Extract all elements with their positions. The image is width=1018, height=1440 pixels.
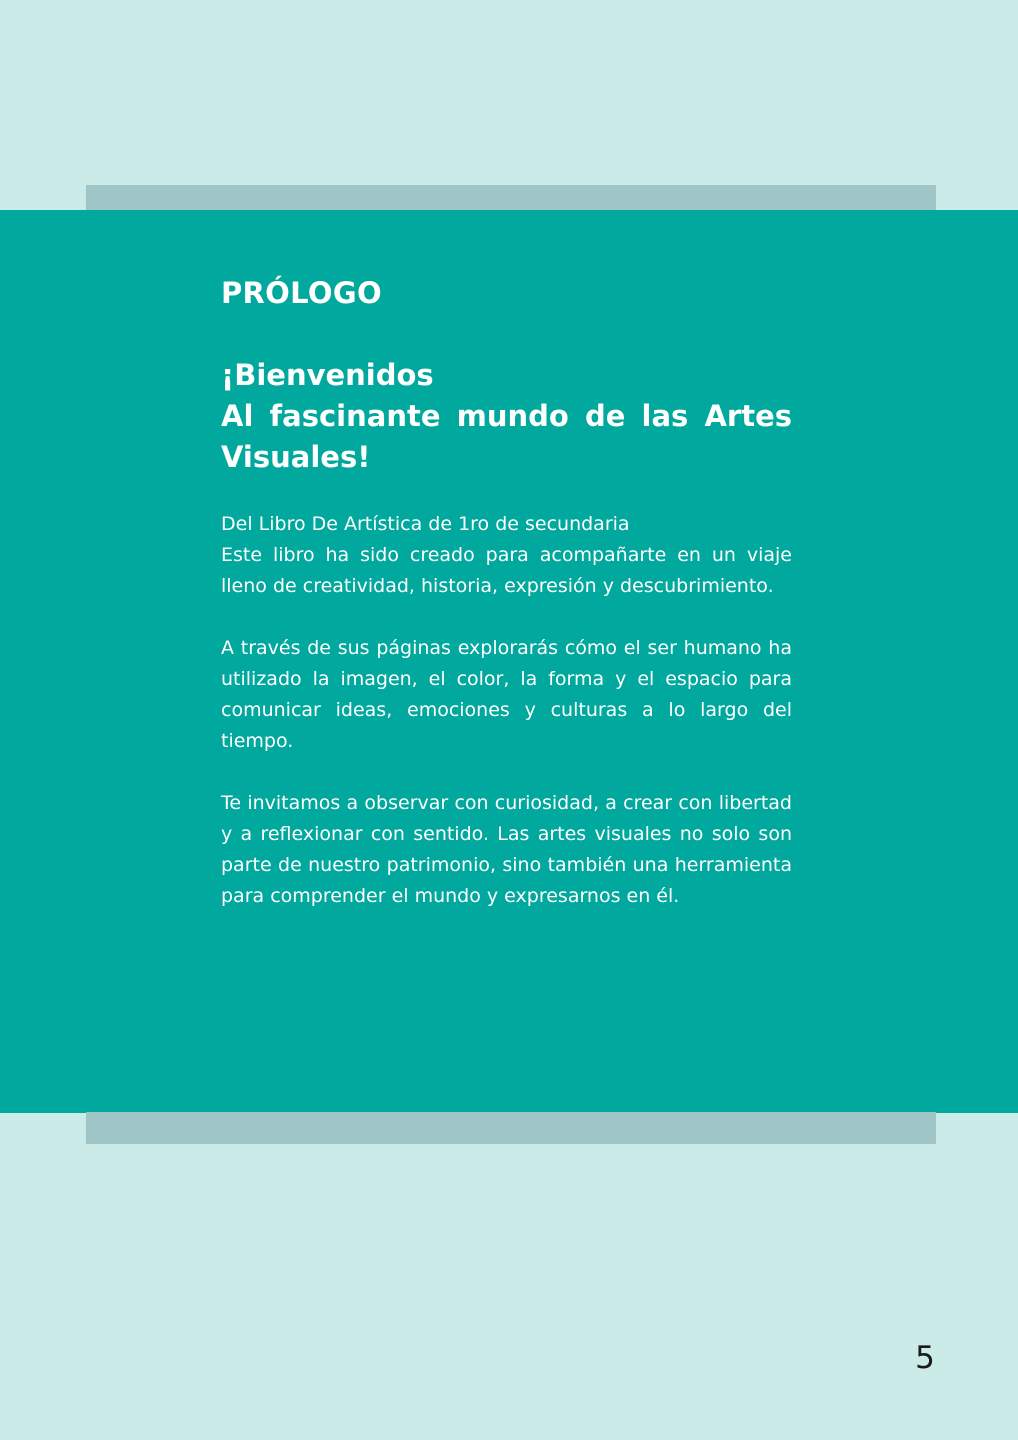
welcome-line-1: ¡Bienvenidos <box>221 358 434 392</box>
intro-line-1: Del Libro De Artística de 1ro de secundaria <box>221 513 630 535</box>
intro-paragraph <box>221 509 792 602</box>
prologue-body <box>221 509 792 912</box>
paragraph-3: Te invitamos a observar con curiosidad, a crear con libertad y a reflexionar con sentido. Las artes visuales no solo son parte de nuestro patrimonio, sino también una herramienta para comprender el mundo y expresarnos en él. <box>221 792 792 907</box>
prologue-content <box>221 273 792 943</box>
page-number: 5 <box>915 1340 935 1376</box>
page-title: PRÓLOGO <box>221 276 382 310</box>
paragraph-2: A través de sus páginas explorarás cómo el ser humano ha utilizado la imagen, el color, la forma y el espacio para comunicar ideas, emociones y culturas a lo largo del tiempo. <box>221 637 792 752</box>
bottom-decorative-strip <box>86 1112 936 1144</box>
content-band <box>0 210 1018 1113</box>
welcome-line-2: Al fascinante mundo de las Artes Visuales! <box>221 399 792 474</box>
welcome-heading <box>221 355 792 478</box>
top-decorative-strip <box>86 185 936 210</box>
intro-line-2: Este libro ha sido creado para acompañarte en un viaje lleno de creatividad, historia, expresión y descubrimiento. <box>221 544 792 597</box>
